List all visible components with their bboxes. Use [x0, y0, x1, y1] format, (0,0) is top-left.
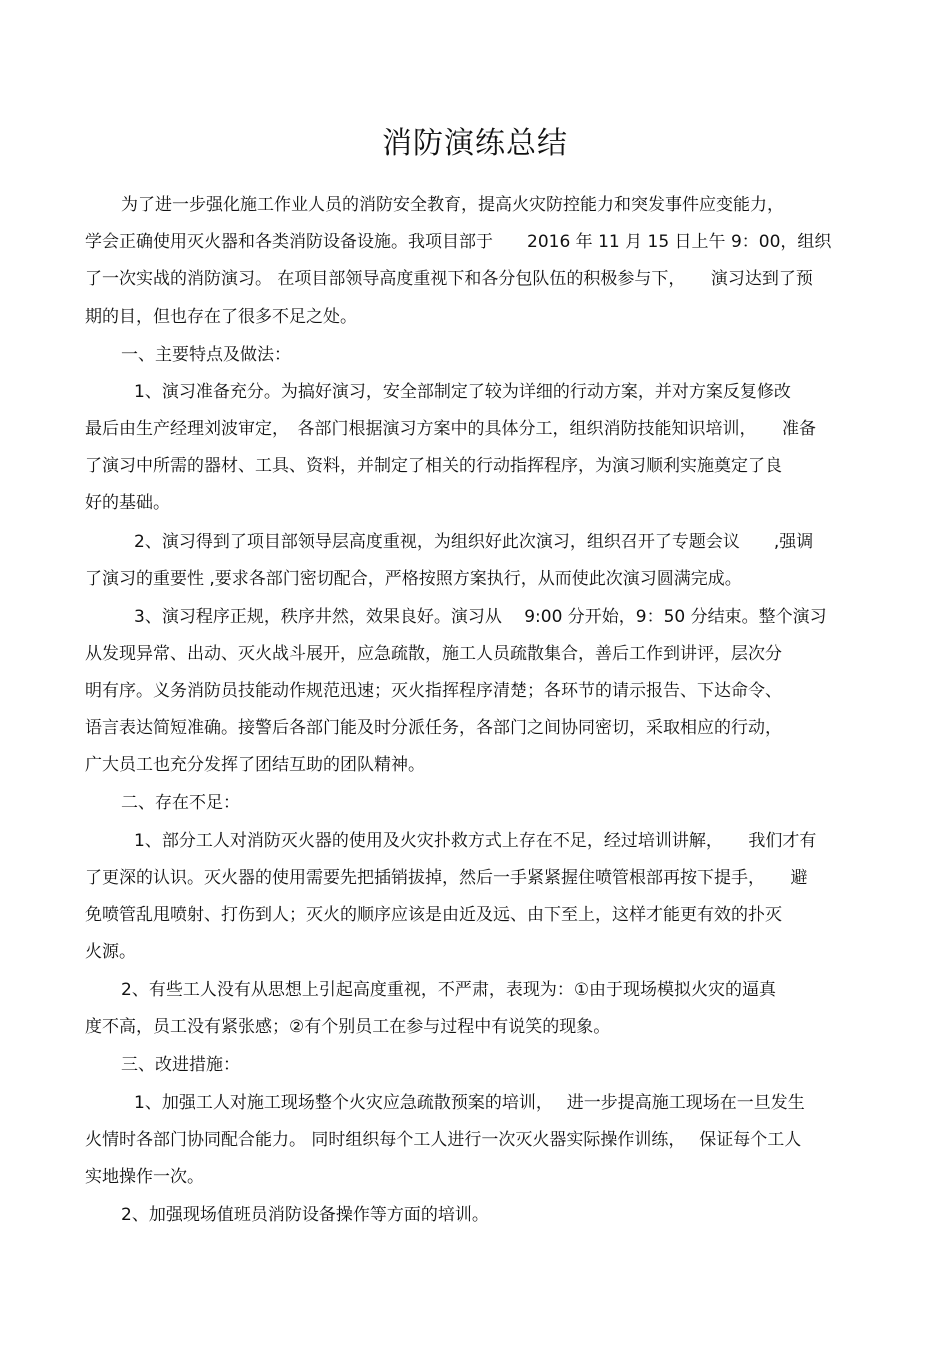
paragraph-line: 从发现异常、出动、灭火战斗展开，应急疏散，施工人员疏散集合，善后工作到讲评，层次分 — [85, 644, 782, 664]
paragraph-line: 了一次实战的消防演习。 在项目部领导高度重视下和各分包队伍的积极参与下， 演习达到了预 — [85, 269, 813, 289]
paragraph-line: 免喷管乱甩喷射、打伤到人；灭火的顺序应该是由近及远、由下至上，这样才能更有效的扑灭 — [85, 905, 782, 925]
paragraph-line: 火情时各部门协同配合能力。 同时组织每个工人进行一次灭火器实际操作训练， 保证每个工人 — [85, 1130, 802, 1150]
paragraph-line: 2、演习得到了项目部领导层高度重视，为组织好此次演习，组织召开了专题会议 ,强调 — [134, 532, 814, 552]
paragraph-line: 实地操作一次。 — [85, 1167, 204, 1187]
section-heading: 三、改进措施： — [121, 1055, 240, 1075]
document-title: 消防演练总结 — [382, 126, 568, 161]
paragraph-line: 最后由生产经理刘波审定， 各部门根据演习方案中的具体分工，组织消防技能知识培训， 准备 — [85, 419, 816, 439]
paragraph-line: 广大员工也充分发挥了团结互助的团队精神。 — [85, 755, 425, 775]
paragraph-line: 2、加强现场值班员消防设备操作等方面的培训。 — [121, 1205, 489, 1225]
paragraph-line: 语言表达简短准确。接警后各部门能及时分派任务，各部门之间协同密切，采取相应的行动， — [85, 718, 782, 738]
paragraph-line: 1、部分工人对消防灭火器的使用及火灾扑救方式上存在不足，经过培训讲解， 我们才有 — [134, 831, 817, 851]
paragraph-line: 了演习的重要性 ,要求各部门密切配合，严格按照方案执行，从而使此次演习圆满完成。 — [85, 569, 742, 589]
paragraph-line: 期的目，但也存在了很多不足之处。 — [85, 307, 357, 327]
paragraph-line: 了更深的认识。灭火器的使用需要先把插销拔掉，然后一手紧紧握住喷管根部再按下提手， 避 — [85, 868, 808, 888]
paragraph-line: 火源。 — [85, 942, 136, 962]
paragraph-line: 好的基础。 — [85, 493, 170, 513]
paragraph-line: 学会正确使用灭火器和各类消防设备设施。我项目部于 2016 年 11 月 15 日上午 9：00，组织 — [85, 232, 832, 252]
paragraph-line: 2、有些工人没有从思想上引起高度重视，不严肃，表现为：①由于现场模拟火灾的逼真 — [121, 980, 777, 1000]
section-heading: 二、存在不足： — [121, 793, 240, 813]
paragraph-line: 为了进一步强化施工作业人员的消防安全教育，提高火灾防控能力和突发事件应变能力， — [121, 195, 784, 215]
paragraph-line: 明有序。义务消防员技能动作规范迅速；灭火指挥程序清楚；各环节的请示报告、下达命令、 — [85, 681, 782, 701]
paragraph-line: 3、演习程序正规，秩序井然，效果良好。演习从 9:00 分开始，9：50 分结束。整个演习 — [134, 607, 827, 627]
paragraph-line: 1、演习准备充分。为搞好演习，安全部制定了较为详细的行动方案，并对方案反复修改 — [134, 382, 791, 402]
paragraph-line: 度不高，员工没有紧张感；②有个别员工在参与过程中有说笑的现象。 — [85, 1017, 611, 1037]
section-heading: 一、主要特点及做法： — [121, 345, 291, 365]
paragraph-line: 了演习中所需的器材、工具、资料，并制定了相关的行动指挥程序，为演习顺利实施奠定了良 — [85, 456, 782, 476]
paragraph-line: 1、加强工人对施工现场整个火灾应急疏散预案的培训， 进一步提高施工现场在一旦发生 — [134, 1093, 805, 1113]
